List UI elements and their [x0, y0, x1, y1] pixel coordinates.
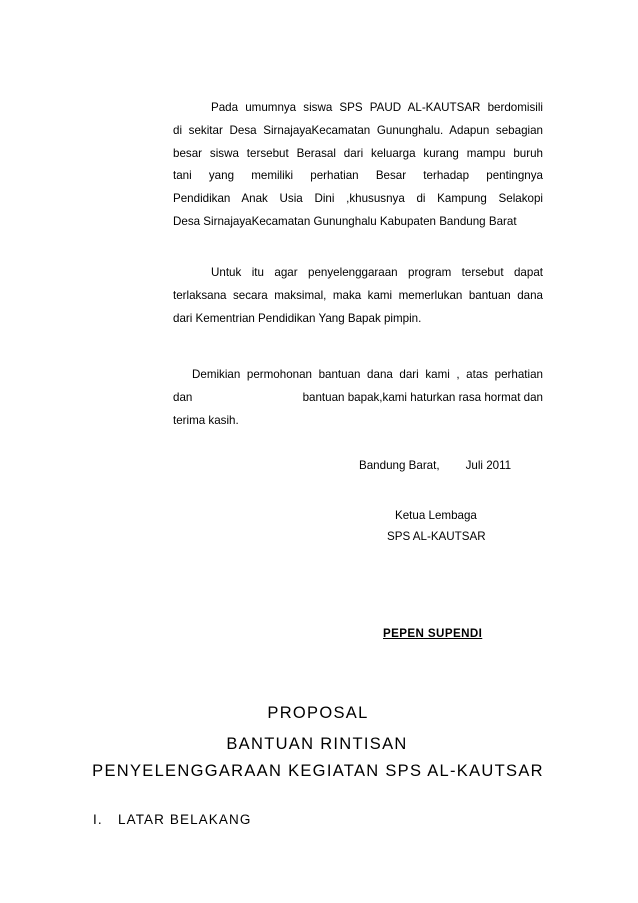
paragraph-line: tani yang memiliki perhatian Besar terhadap pentingnya: [173, 169, 543, 183]
paragraph-line-right: bantuan bapak,kami haturkan rasa hormat dan: [302, 390, 543, 404]
proposal-program-title: PENYELENGGARAAN KEGIATAN SPS AL-KAUTSAR: [92, 762, 544, 780]
section-heading: [93, 812, 251, 827]
paragraph-line: di sekitar Desa SirnajayaKecamatan Gununghalu. Adapun sebagian: [173, 123, 543, 137]
paragraph-line-left: dan: [173, 390, 193, 404]
paragraph-line: terima kasih.: [173, 413, 239, 427]
paragraph-line: [173, 387, 543, 410]
signer-name: PEPEN SUPENDI: [383, 627, 483, 640]
paragraph-line: dari Kementrian Pendidikan Yang Bapak pimpin.: [173, 311, 422, 325]
signature-place: Bandung Barat,: [359, 459, 440, 472]
proposal-title: PROPOSAL: [267, 704, 369, 722]
paragraph-line: Desa SirnajayaKecamatan Gununghalu Kabupaten Bandung Barat: [173, 214, 517, 228]
paragraph-line: Pendidikan Anak Usia Dini ,khususnya di Kampung Selakopi: [173, 192, 543, 206]
paragraph-funding-request: [173, 262, 543, 330]
paragraph-line: Demikian permohonan bantuan dana dari kami , atas perhatian: [192, 368, 543, 381]
proposal-subtitle: BANTUAN RINTISAN: [226, 735, 408, 753]
signature-date: Juli 2011: [465, 459, 512, 472]
paragraph-line: Pada umumnya siswa SPS PAUD AL-KAUTSAR berdomisili: [211, 101, 543, 114]
signature-organization: SPS AL-KAUTSAR: [387, 530, 486, 543]
place-date: [359, 459, 511, 472]
paragraph-student-background: [173, 97, 543, 234]
paragraph-line: Untuk itu agar penyelenggaraan program tersebut dapat: [211, 266, 543, 279]
signature-role: Ketua Lembaga: [395, 509, 477, 522]
section-title: LATAR BELAKANG: [118, 812, 252, 827]
paragraph-closing: [173, 364, 543, 432]
section-number: I.: [93, 812, 103, 827]
paragraph-line: besar siswa tersebut Berasal dari keluarga kurang mampu buruh: [173, 146, 543, 160]
paragraph-line: terlaksana secara maksimal, maka kami memerlukan bantuan dana: [173, 288, 543, 302]
